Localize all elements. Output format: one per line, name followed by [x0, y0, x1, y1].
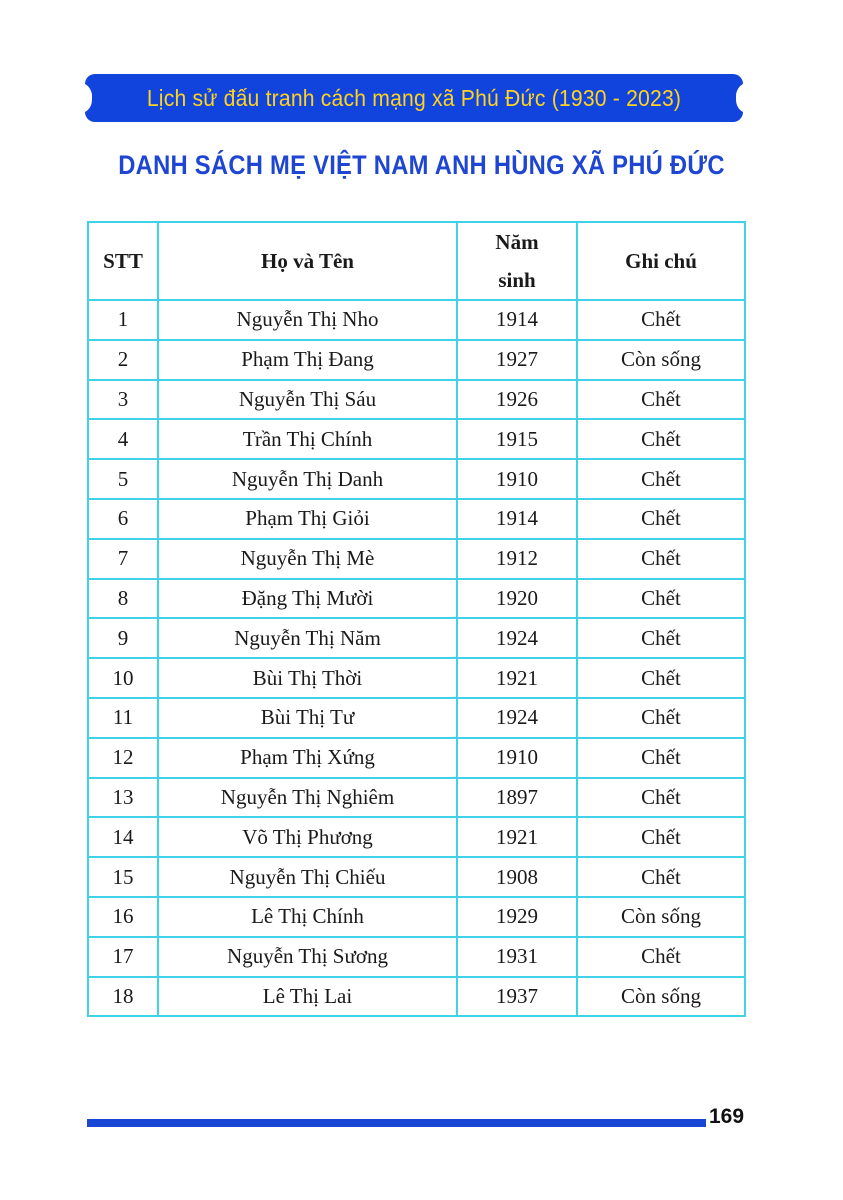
- cell-birth-year: 1924: [457, 618, 577, 658]
- table-row: [88, 618, 745, 658]
- cell-name: Phạm Thị Xứng: [158, 738, 457, 778]
- table-row: [88, 340, 745, 380]
- cell-stt: 9: [88, 618, 158, 658]
- cell-stt: 7: [88, 539, 158, 579]
- cell-name: Nguyễn Thị Danh: [158, 459, 457, 499]
- column-header-stt: STT: [88, 222, 158, 300]
- cell-birth-year: 1937: [457, 977, 577, 1017]
- cell-name: Nguyễn Thị Nho: [158, 300, 457, 340]
- table-header-row: [88, 222, 745, 300]
- cell-name: Bùi Thị Thời: [158, 658, 457, 698]
- cell-stt: 8: [88, 579, 158, 619]
- cell-name: Nguyễn Thị Sương: [158, 937, 457, 977]
- cell-birth-year: 1920: [457, 579, 577, 619]
- cell-stt: 11: [88, 698, 158, 738]
- cell-birth-year: 1910: [457, 459, 577, 499]
- cell-note: Chết: [577, 499, 745, 539]
- cell-name: Trần Thị Chính: [158, 419, 457, 459]
- table-row: [88, 857, 745, 897]
- cell-stt: 2: [88, 340, 158, 380]
- cell-note: Chết: [577, 738, 745, 778]
- cell-stt: 18: [88, 977, 158, 1017]
- cell-note: Chết: [577, 539, 745, 579]
- cell-note: Chết: [577, 300, 745, 340]
- cell-note: Chết: [577, 817, 745, 857]
- cell-birth-year: 1924: [457, 698, 577, 738]
- cell-birth-year: 1897: [457, 778, 577, 818]
- cell-note: Chết: [577, 698, 745, 738]
- cell-name: Đặng Thị Mười: [158, 579, 457, 619]
- cell-note: Còn sống: [577, 977, 745, 1017]
- cell-birth-year: 1915: [457, 419, 577, 459]
- cell-birth-year: 1910: [457, 738, 577, 778]
- table-row: [88, 698, 745, 738]
- cell-note: Chết: [577, 459, 745, 499]
- cell-stt: 12: [88, 738, 158, 778]
- cell-birth-year: 1914: [457, 499, 577, 539]
- table-row: [88, 937, 745, 977]
- cell-name: Lê Thị Chính: [158, 897, 457, 937]
- table-row: [88, 658, 745, 698]
- cell-name: Nguyễn Thị Mè: [158, 539, 457, 579]
- cell-birth-year: 1912: [457, 539, 577, 579]
- table-row: [88, 539, 745, 579]
- cell-note: Còn sống: [577, 897, 745, 937]
- banner-title: Lịch sử đấu tranh cách mạng xã Phú Đức (1930 - 2023): [146, 85, 682, 111]
- footer-line: [87, 1119, 706, 1127]
- page-title: DANH SÁCH MẸ VIỆT NAM ANH HÙNG XÃ PHÚ ĐỨC: [118, 150, 725, 180]
- table-row: [88, 738, 745, 778]
- cell-name: Nguyễn Thị Năm: [158, 618, 457, 658]
- cell-birth-year: 1926: [457, 380, 577, 420]
- cell-birth-year: 1929: [457, 897, 577, 937]
- table-row: [88, 977, 745, 1017]
- table-row: [88, 419, 745, 459]
- cell-note: Còn sống: [577, 340, 745, 380]
- cell-birth-year: 1908: [457, 857, 577, 897]
- cell-stt: 5: [88, 459, 158, 499]
- cell-stt: 15: [88, 857, 158, 897]
- cell-stt: 4: [88, 419, 158, 459]
- cell-name: Phạm Thị Giỏi: [158, 499, 457, 539]
- table-row: [88, 778, 745, 818]
- cell-name: Nguyễn Thị Nghiêm: [158, 778, 457, 818]
- cell-stt: 3: [88, 380, 158, 420]
- cell-name: Nguyễn Thị Chiếu: [158, 857, 457, 897]
- table-row: [88, 897, 745, 937]
- cell-stt: 13: [88, 778, 158, 818]
- table-row: [88, 579, 745, 619]
- cell-stt: 1: [88, 300, 158, 340]
- cell-stt: 17: [88, 937, 158, 977]
- column-header-note: Ghi chú: [577, 222, 745, 300]
- cell-birth-year: 1927: [457, 340, 577, 380]
- cell-stt: 16: [88, 897, 158, 937]
- table-row: [88, 459, 745, 499]
- table-row: [88, 499, 745, 539]
- header-banner: [85, 74, 743, 122]
- cell-note: Chết: [577, 618, 745, 658]
- cell-note: Chết: [577, 778, 745, 818]
- cell-note: Chết: [577, 380, 745, 420]
- cell-stt: 14: [88, 817, 158, 857]
- cell-stt: 10: [88, 658, 158, 698]
- cell-note: Chết: [577, 658, 745, 698]
- cell-name: Võ Thị Phương: [158, 817, 457, 857]
- table-body: [88, 300, 745, 1016]
- table-row: [88, 300, 745, 340]
- cell-birth-year: 1914: [457, 300, 577, 340]
- cell-birth-year: 1931: [457, 937, 577, 977]
- cell-note: Chết: [577, 857, 745, 897]
- cell-note: Chết: [577, 579, 745, 619]
- column-header-birth-year: Năm sinh: [457, 222, 577, 300]
- page-number: 169: [709, 1105, 745, 1128]
- table-row: [88, 380, 745, 420]
- cell-stt: 6: [88, 499, 158, 539]
- cell-note: Chết: [577, 419, 745, 459]
- heroic-mothers-table: [87, 221, 746, 1017]
- cell-note: Chết: [577, 937, 745, 977]
- cell-name: Phạm Thị Đang: [158, 340, 457, 380]
- cell-birth-year: 1921: [457, 817, 577, 857]
- column-header-name: Họ và Tên: [158, 222, 457, 300]
- cell-name: Bùi Thị Tư: [158, 698, 457, 738]
- cell-name: Nguyễn Thị Sáu: [158, 380, 457, 420]
- cell-birth-year: 1921: [457, 658, 577, 698]
- cell-name: Lê Thị Lai: [158, 977, 457, 1017]
- table-row: [88, 817, 745, 857]
